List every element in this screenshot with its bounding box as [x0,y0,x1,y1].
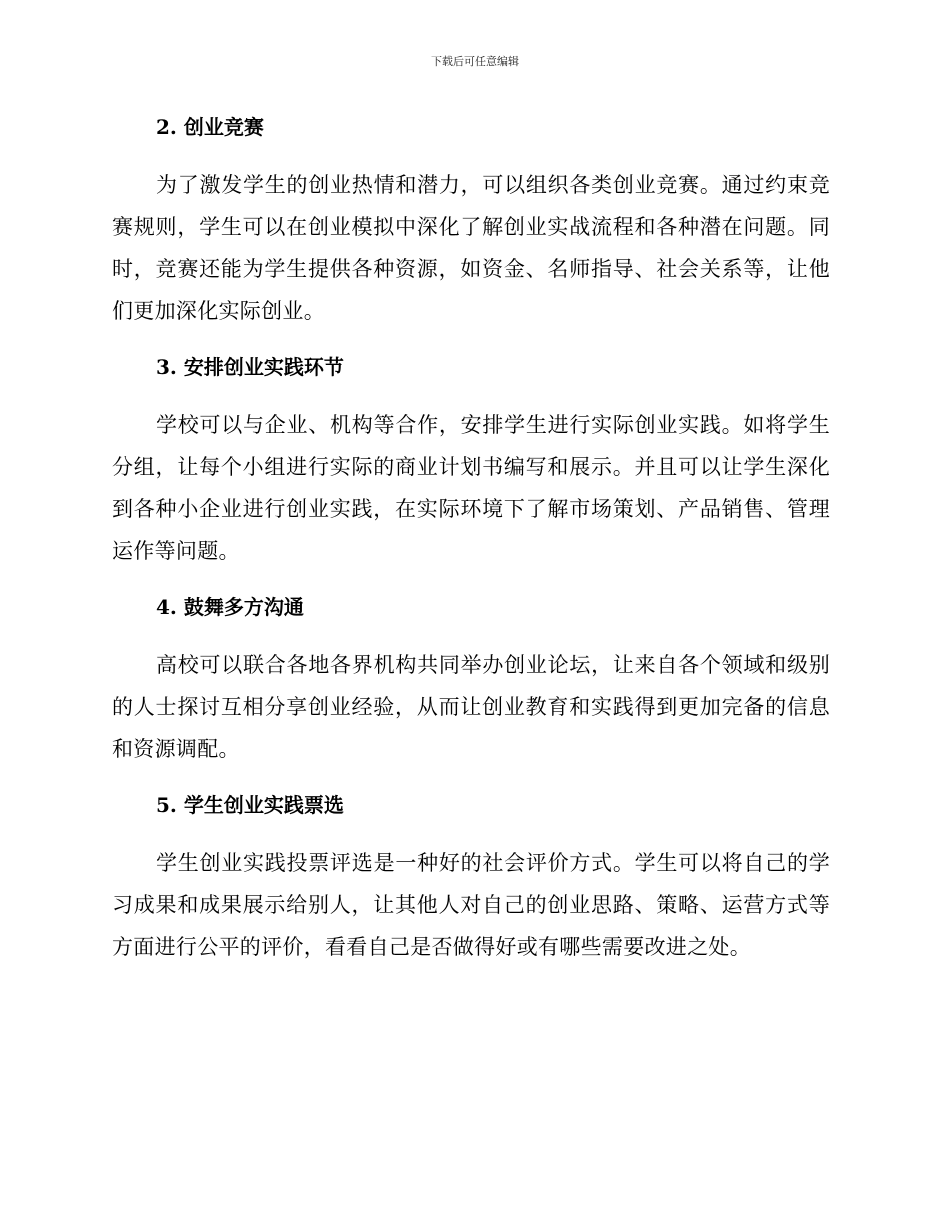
section-paragraph: 学生创业实践投票评选是一种好的社会评价方式。学生可以将自己的学习成果和成果展示给别人，让其他人对自己的创业思路、策略、运营方式等方面进行公平的评价，看看自己是否做得好或有哪些需要改进之处。 [112,851,830,959]
section-practice-voting [112,790,830,968]
page-header: 下载后可任意编辑 [431,55,519,68]
section-practice-arrangement [112,352,830,572]
section-entrepreneurship-competition [112,112,830,332]
section-paragraph: 高校可以联合各地各界机构共同举办创业论坛，让来自各个领域和级别的人士探讨互相分享创业经验，从而让创业教育和实践得到更加完备的信息和资源调配。 [112,653,830,761]
section-paragraph: 学校可以与企业、机构等合作，安排学生进行实际创业实践。如将学生分组，让每个小组进行实际的商业计划书编写和展示。并且可以让学生深化到各种小企业进行创业实践，在实际环境下了解市场策划、产品销售、管理运作等问题。 [112,413,830,563]
section-heading: 2. 创业竞赛 [156,115,264,139]
section-multi-party-communication [112,592,830,770]
section-heading: 5. 学生创业实践票选 [156,793,344,817]
section-heading: 3. 安排创业实践环节 [156,355,344,379]
section-heading: 4. 鼓舞多方沟通 [156,595,304,619]
section-paragraph: 为了激发学生的创业热情和潜力，可以组织各类创业竞赛。通过约束竞赛规则，学生可以在创业模拟中深化了解创业实战流程和各种潜在问题。同时，竞赛还能为学生提供各种资源，如资金、名师指导、社会关系等，让他们更加深化实际创业。 [112,173,830,323]
document-body [112,112,830,968]
